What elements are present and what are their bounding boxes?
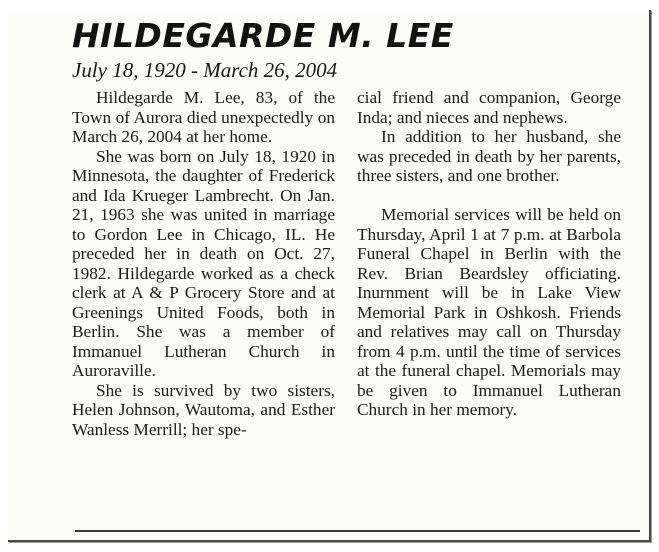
paragraph-survivors-continued: cial friend and companion, George Inda; and nieces and nephews. xyxy=(357,88,621,127)
paragraph-survivors: She is survived by two sisters, Helen Johnson, Wautoma, and Esther Wanless Merrill; her spe- xyxy=(72,380,335,439)
paragraph-gap xyxy=(357,186,621,206)
bottom-rule xyxy=(75,530,640,532)
right-column xyxy=(357,88,621,420)
paragraph-preceded-in-death: In addition to her husband, she was preceded in death by her parents, three sisters, and one brother. xyxy=(357,127,621,185)
left-column xyxy=(72,88,335,439)
obituary-dates: July 18, 1920 - March 26, 2004 xyxy=(72,58,338,82)
paragraph-memorial-services: Memorial services will be held on Thursday, April 1 at 7 p.m. at Barbola Funeral Chapel in Berlin with the Rev. Brian Beardsley officiating. Inurnment will be in Lake View Memorial Park in Oshkosh. Friends and relatives may call on Thursday from 4 p.m. until the time of services at the funeral chapel. Memorials may be given to Immanuel Lutheran Church in her memory. xyxy=(357,205,621,419)
obituary-name: HILDEGARDE M. LEE xyxy=(72,16,454,55)
paragraph-death-notice: Hildegarde M. Lee, 83, of the Town of Aurora died unexpectedly on March 26, 2004 at her home. xyxy=(72,88,335,146)
paragraph-biography: She was born on July 18, 1920 in Minnesota, the daughter of Frederick and Ida Krueger Lambrecht. On Jan. 21, 1963 she was united in marriage to Gordon Lee in Chicago, IL. He preceded her in death on Oct. 27, 1982. Hildegarde worked as a check clerk at A & P Grocery Store and at Greenings United Foods, both in Berlin. She was a member of Immanuel Lutheran Church in Auroraville. xyxy=(72,146,335,380)
